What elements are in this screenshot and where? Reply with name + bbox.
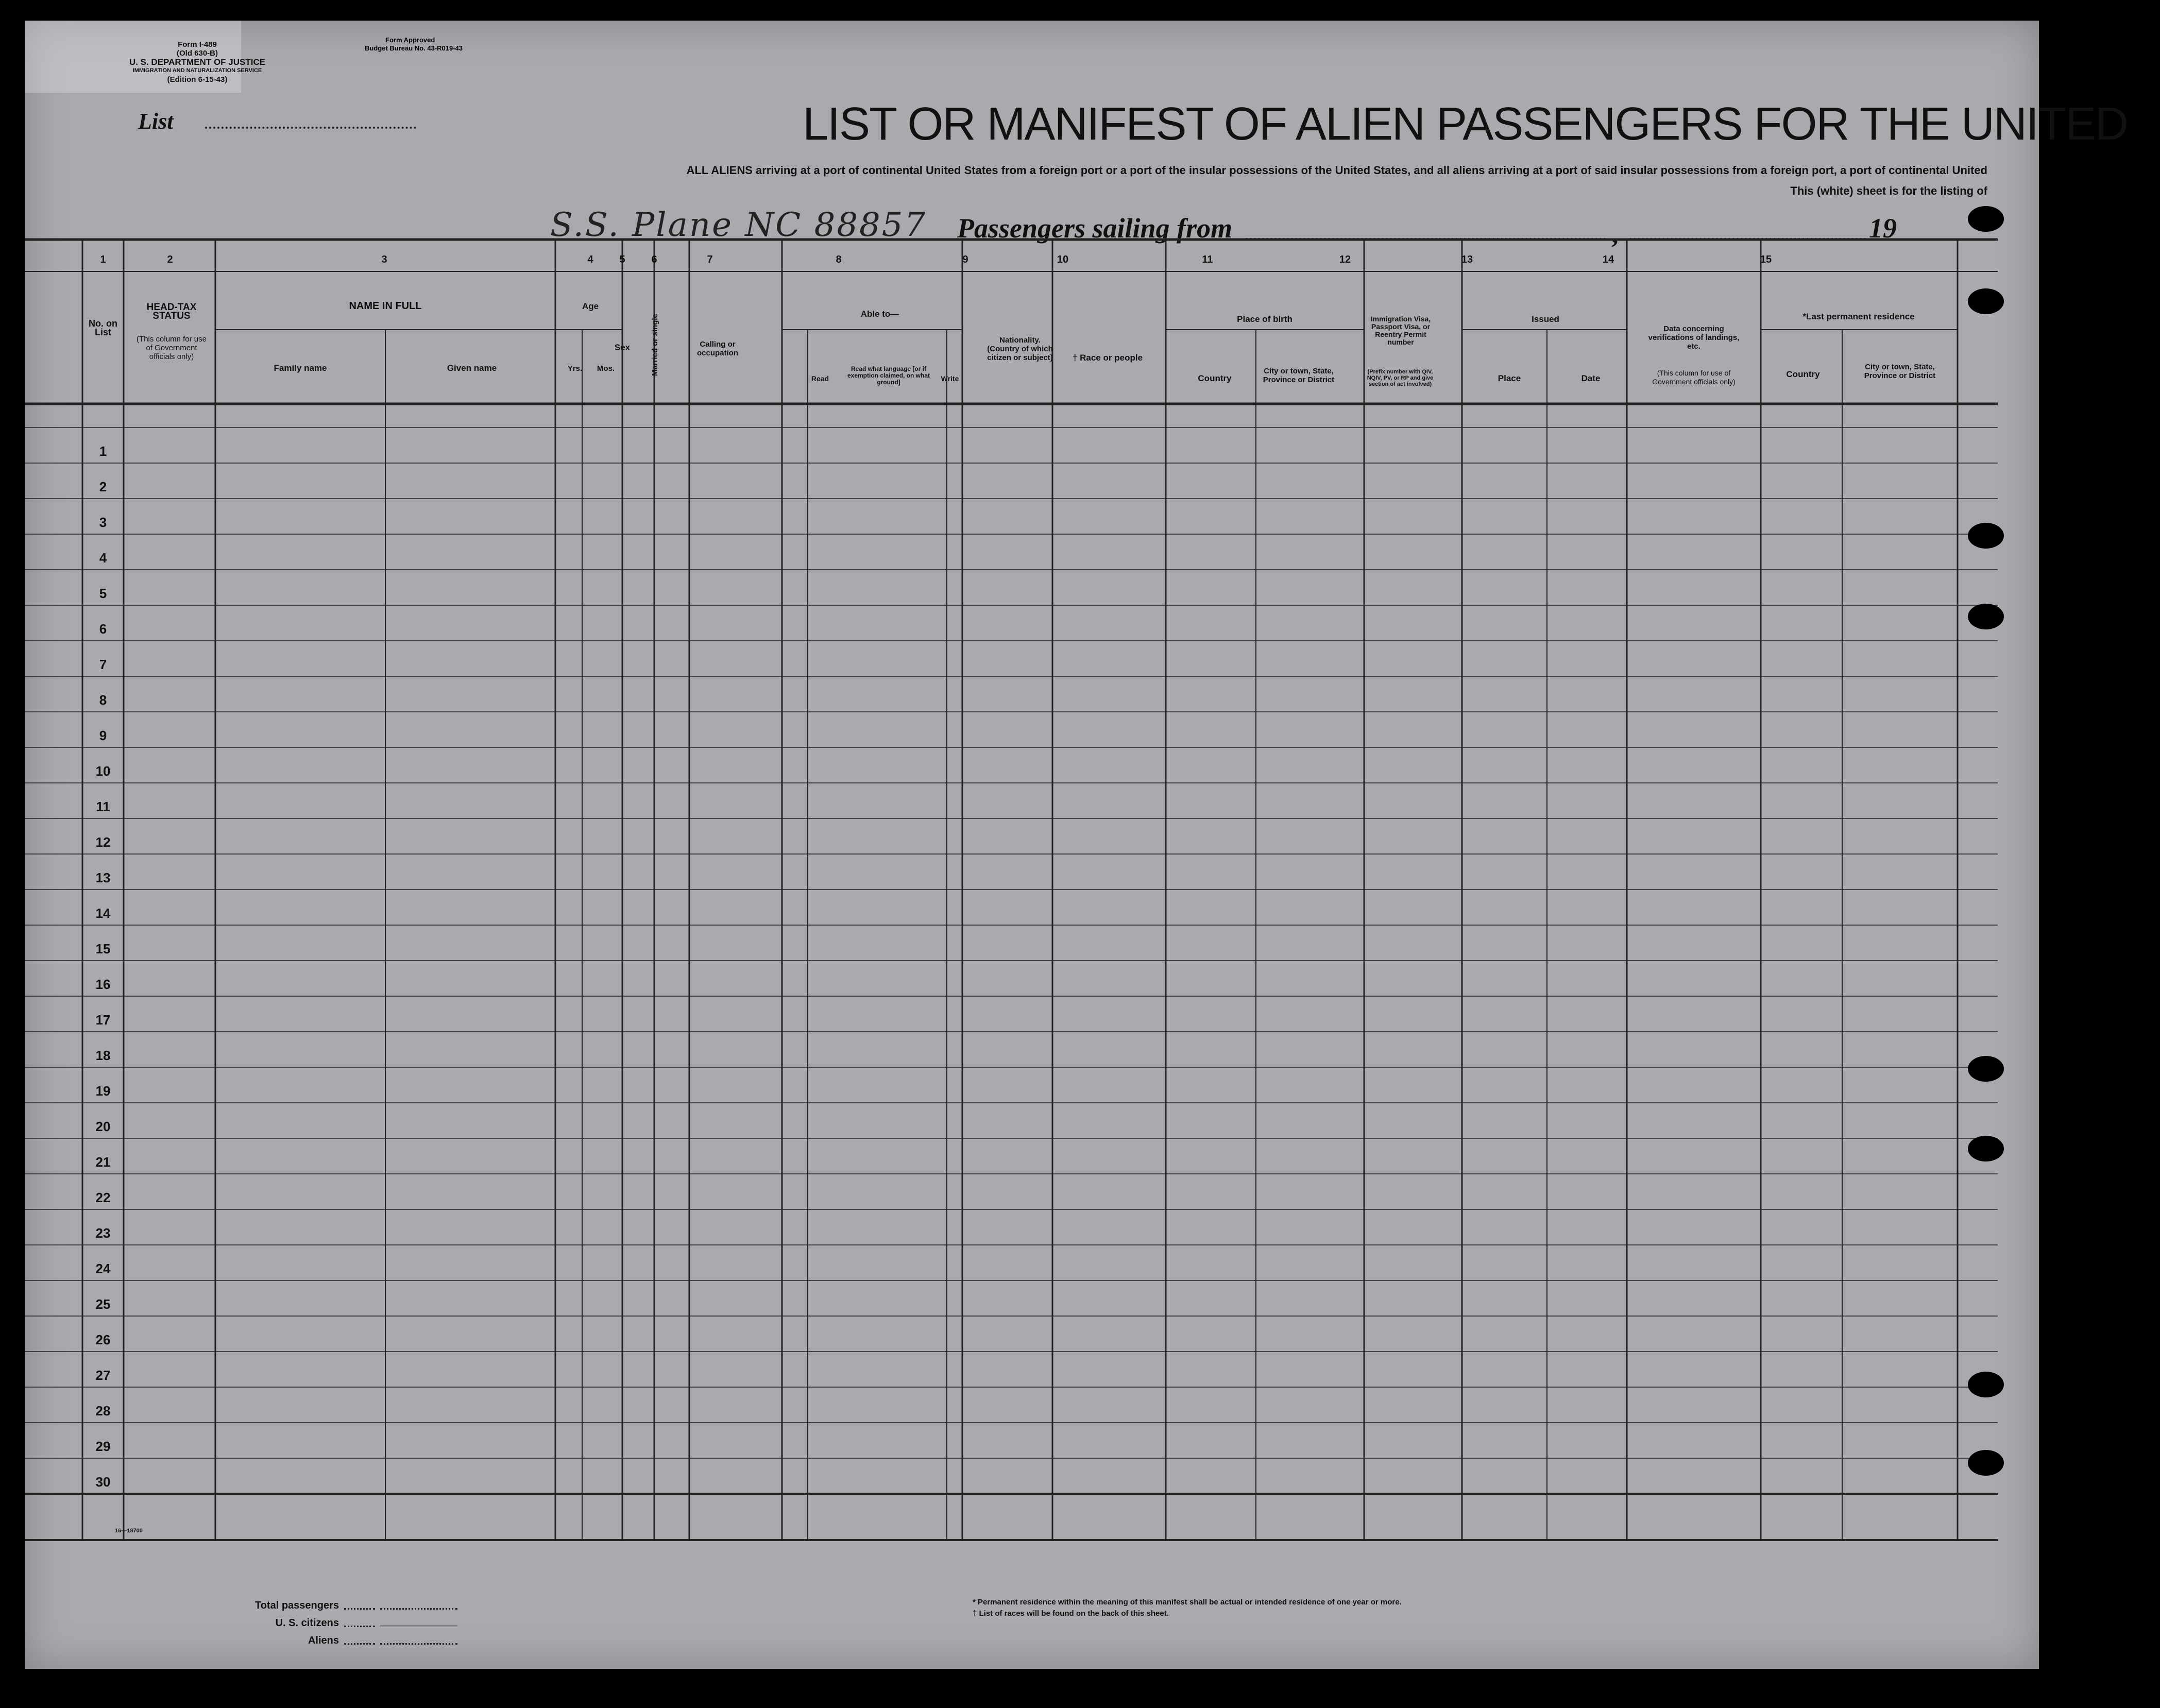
sailing-from-label: Passengers sailing from (957, 213, 1233, 244)
row-number: 3 (99, 515, 107, 530)
given-name-label: Given name (447, 363, 497, 373)
col-num-8: 8 (836, 254, 842, 265)
aliens-field[interactable] (380, 1643, 457, 1645)
header-nationality (984, 336, 1056, 398)
subtitle-sheet-note: This (white) sheet is for the listing of (1790, 184, 1987, 197)
header-head-tax-note (133, 335, 210, 397)
col-num-9: 9 (962, 254, 968, 265)
col-num-4: 4 (587, 254, 593, 265)
header-visa-note (1364, 369, 1436, 415)
torn-edge-background (2039, 288, 2160, 1679)
row-number: 22 (95, 1190, 111, 1205)
punch-hole (1968, 523, 2004, 549)
row-lines (25, 240, 1998, 1540)
aliens-label: Aliens (308, 1635, 339, 1646)
row-number: 17 (95, 1012, 111, 1028)
row-number: 18 (95, 1048, 111, 1063)
family-name-label: Family name (274, 363, 327, 373)
col-num-15: 15 (1760, 254, 1772, 265)
last-residence-label: *Last permanent residence (1802, 312, 1915, 321)
form-number: Form I-489 (178, 40, 217, 49)
verif-note-label: (This column for use of Government officials only) (1652, 369, 1736, 386)
col-num-5: 5 (619, 254, 625, 265)
row-number: 21 (95, 1154, 111, 1170)
form-edition: (Edition 6-15-43) (167, 75, 228, 84)
sex-label: Sex (614, 343, 631, 352)
no-on-list-label: No. on List (89, 319, 117, 337)
read-label: Read (811, 374, 829, 383)
column-headers (82, 300, 1941, 415)
col-num-7: 7 (707, 254, 713, 265)
row-number: 5 (99, 586, 107, 601)
budget-number: Budget Bureau No. 43-R019-43 (365, 44, 463, 52)
birth-country-label: Country (1198, 373, 1232, 383)
header-calling (694, 340, 741, 391)
footnote-races: † List of races will be found on the back of this sheet. (973, 1609, 1169, 1618)
row-number: 9 (99, 728, 107, 743)
nationality-label: Nationality. (Country of which citizen or subject) (987, 336, 1053, 362)
comma-separator: , (1611, 218, 1619, 249)
row-number: 4 (99, 550, 107, 566)
year-prefix: 19 (1869, 213, 1897, 244)
row-number: 28 (95, 1403, 111, 1419)
form-approved: Form Approved (385, 36, 435, 44)
col-num-11: 11 (1202, 254, 1213, 265)
row-number: 29 (95, 1439, 111, 1454)
row-number: 16 (95, 977, 111, 992)
head-tax-note-label: (This column for use of Government officials only) (137, 335, 207, 361)
vessel-handwritten[interactable]: S.S. Plane NC 88857 (550, 206, 927, 244)
col-num-6: 6 (651, 254, 657, 265)
col-num-14: 14 (1602, 254, 1614, 265)
punch-hole (1968, 288, 2004, 314)
col-num-3: 3 (381, 254, 387, 265)
row-number: 25 (95, 1296, 111, 1312)
row-number: 1 (99, 443, 107, 459)
us-citizens-field[interactable] (380, 1626, 457, 1627)
write-label: Write (941, 374, 959, 383)
row-number: 7 (99, 657, 107, 672)
verifications-label: Data concerning verifications of landings, etc. (1648, 324, 1740, 351)
footnote-permanent: * Permanent residence within the meaning of this manifest shall be actual or intended residence of one year or more. (973, 1598, 1402, 1607)
row-number: 15 (95, 941, 111, 957)
age-label: Age (582, 301, 599, 311)
dot-leader (344, 1626, 375, 1627)
header-verifications (1647, 324, 1740, 371)
header-birth-city (1260, 367, 1337, 413)
col-num-2: 2 (167, 254, 173, 265)
page-title: LIST OR MANIFEST OF ALIEN PASSENGERS FOR THE UNITED (803, 98, 2128, 150)
able-to-label: Able to— (860, 309, 899, 319)
header-read-language (845, 366, 932, 407)
row-number: 27 (95, 1368, 111, 1383)
service-name: IMMIGRATION AND NATURALIZATION SERVICE (132, 67, 262, 74)
birth-city-label: City or town, State, Province or District (1263, 367, 1335, 384)
row-number: 19 (95, 1083, 111, 1099)
punch-hole (1968, 1450, 2004, 1476)
col-num-12: 12 (1339, 254, 1351, 265)
us-citizens-label: U. S. citizens (275, 1617, 339, 1629)
column-numbers (100, 254, 1772, 265)
yrs-label: Yrs. (567, 364, 583, 373)
totals-block (210, 1594, 499, 1647)
row-number: 26 (95, 1332, 111, 1347)
total-passengers-field[interactable] (380, 1608, 457, 1610)
punch-hole (1968, 206, 2004, 232)
row-number: 13 (95, 870, 111, 885)
race-label: † Race or people (1072, 353, 1143, 363)
col-num-10: 10 (1057, 254, 1069, 265)
old-form-number: (Old 630-B) (176, 49, 218, 58)
header-residence-city (1859, 363, 1941, 409)
row-number: 8 (99, 692, 107, 708)
header-immigration-visa (1362, 315, 1439, 372)
print-code: 16—18700 (115, 1528, 143, 1534)
row-number: 11 (96, 799, 110, 814)
residence-city-label: City or town, State, Province or District (1864, 363, 1936, 380)
head-tax-label: HEAD-TAX STATUS (146, 303, 197, 321)
row-number: 6 (99, 621, 107, 637)
total-passengers-row (210, 1594, 499, 1612)
header-head-tax (128, 303, 215, 334)
married-label: Married or single (651, 314, 659, 376)
aliens-row (210, 1629, 499, 1647)
issued-date-label: Date (1581, 373, 1601, 383)
row-numbers (96, 443, 111, 1490)
issued-place-label: Place (1498, 373, 1521, 383)
department-name: U. S. DEPARTMENT OF JUSTICE (129, 57, 266, 67)
total-passengers-label: Total passengers (254, 1600, 339, 1611)
mos-label: Mos. (597, 364, 615, 373)
col-num-13: 13 (1461, 254, 1473, 265)
manifest-sheet (25, 21, 2128, 1669)
punch-hole (1968, 604, 2004, 629)
issued-label: Issued (1532, 314, 1559, 324)
read-language-label: Read what language [or if exemption claimed, on what ground] (847, 366, 930, 386)
punch-hole (1968, 1136, 2004, 1162)
row-number: 12 (95, 834, 111, 850)
visa-note-label: (Prefix number with QIV, NQIV, PV, or RP and give section of act involved) (1367, 369, 1434, 387)
list-label: List (138, 109, 174, 134)
row-number: 24 (95, 1261, 111, 1276)
header-no-on-list (82, 319, 124, 381)
col-num-1: 1 (100, 254, 106, 265)
row-number: 14 (95, 906, 111, 921)
subtitle: ALL ALIENS arriving at a port of continental United States from a foreign port or a port of the insular possessions of the United States, and all aliens arriving at a port of said insular possessions from a foreign port, a port of continental United (686, 164, 1987, 177)
row-number: 20 (95, 1119, 111, 1134)
us-citizens-row (210, 1612, 499, 1629)
punch-hole (1968, 1372, 2004, 1397)
header-verif-note (1650, 369, 1738, 410)
dot-leader (344, 1643, 375, 1645)
row-number: 10 (95, 763, 111, 779)
name-in-full-label: NAME IN FULL (349, 300, 422, 312)
dot-leader (344, 1608, 375, 1610)
manifest-table (25, 21, 2039, 1669)
residence-country-label: Country (1786, 369, 1820, 379)
row-number: 2 (99, 479, 107, 494)
punch-hole (1968, 1056, 2004, 1082)
immigration-visa-label: Immigration Visa, Passport Visa, or Reentry Permit number (1370, 315, 1431, 346)
calling-label: Calling or occupation (696, 340, 738, 357)
row-number: 23 (95, 1225, 111, 1241)
place-of-birth-label: Place of birth (1237, 314, 1292, 324)
row-number: 30 (95, 1474, 111, 1490)
